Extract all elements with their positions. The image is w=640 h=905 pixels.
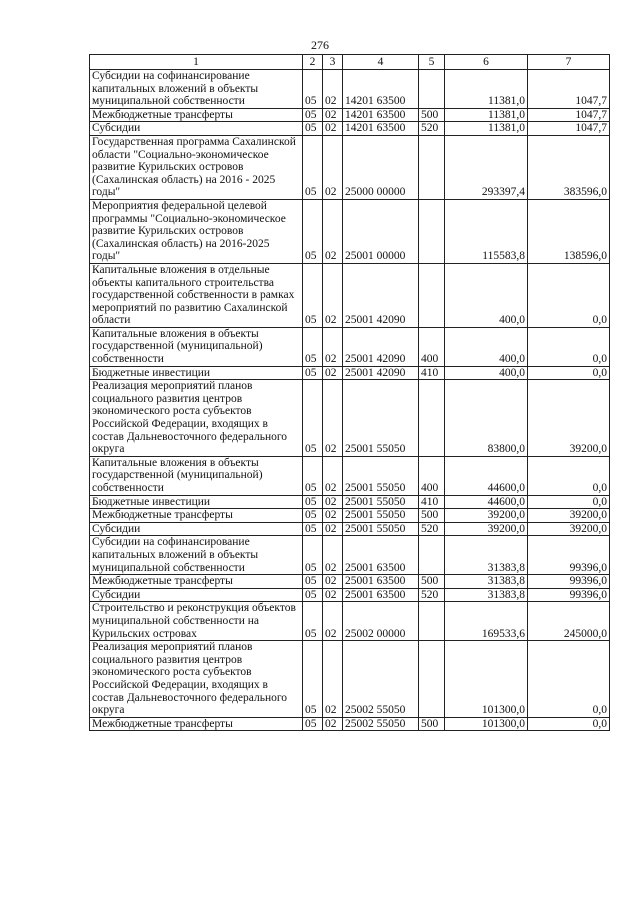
amount-col-6: 39200,0 bbox=[445, 522, 528, 536]
amount-col-7: 99396,0 bbox=[528, 536, 610, 575]
row-name: Строительство и реконструкция объектов муниципальной собственности на Курильских островах bbox=[90, 602, 303, 641]
expense-type-code: 500 bbox=[419, 509, 445, 523]
section-code: 05 bbox=[303, 380, 323, 457]
amount-col-7: 0,0 bbox=[528, 717, 610, 731]
section-code: 05 bbox=[303, 588, 323, 602]
amount-col-6: 39200,0 bbox=[445, 509, 528, 523]
subsection-code: 02 bbox=[323, 536, 343, 575]
amount-col-6: 11381,0 bbox=[445, 122, 528, 136]
expense-type-code bbox=[419, 641, 445, 718]
target-article-code: 14201 63500 bbox=[343, 122, 419, 136]
section-code: 05 bbox=[303, 108, 323, 122]
subsection-code: 02 bbox=[323, 380, 343, 457]
section-code: 05 bbox=[303, 122, 323, 136]
table-row bbox=[90, 135, 610, 199]
amount-col-6: 44600,0 bbox=[445, 456, 528, 495]
subsection-code: 02 bbox=[323, 70, 343, 109]
section-code: 05 bbox=[303, 135, 323, 199]
table-row bbox=[90, 588, 610, 602]
amount-col-6: 400,0 bbox=[445, 263, 528, 327]
row-name: Межбюджетные трансферты bbox=[90, 108, 303, 122]
section-code: 05 bbox=[303, 199, 323, 263]
row-name: Бюджетные инвестиции bbox=[90, 495, 303, 509]
expense-type-code bbox=[419, 263, 445, 327]
amount-col-7: 0,0 bbox=[528, 495, 610, 509]
row-name: Капитальные вложения в отдельные объекты капитального строительства государственной собственности в рамках мероприятий по развитию Сахалинской области bbox=[90, 263, 303, 327]
target-article-code: 14201 63500 bbox=[343, 108, 419, 122]
table-row bbox=[90, 495, 610, 509]
row-name: Реализация мероприятий планов социального развития центров экономического роста субъектов Российской Федерации, входящих в состав Дальневосточного федерального округа bbox=[90, 380, 303, 457]
expense-type-code: 500 bbox=[419, 717, 445, 731]
column-header: 7 bbox=[528, 55, 610, 70]
section-code: 05 bbox=[303, 536, 323, 575]
budget-table bbox=[89, 54, 610, 731]
table-row bbox=[90, 70, 610, 109]
column-header: 5 bbox=[419, 55, 445, 70]
expense-type-code bbox=[419, 70, 445, 109]
row-name: Межбюджетные трансферты bbox=[90, 509, 303, 523]
amount-col-6: 31383,8 bbox=[445, 588, 528, 602]
expense-type-code: 520 bbox=[419, 588, 445, 602]
page-number: 276 bbox=[311, 38, 329, 52]
subsection-code: 02 bbox=[323, 522, 343, 536]
section-code: 05 bbox=[303, 366, 323, 380]
table-row bbox=[90, 536, 610, 575]
target-article-code: 25001 55050 bbox=[343, 522, 419, 536]
subsection-code: 02 bbox=[323, 135, 343, 199]
target-article-code: 25001 55050 bbox=[343, 456, 419, 495]
target-article-code: 25002 55050 bbox=[343, 717, 419, 731]
target-article-code: 25000 00000 bbox=[343, 135, 419, 199]
expense-type-code bbox=[419, 135, 445, 199]
target-article-code: 25001 55050 bbox=[343, 495, 419, 509]
row-name: Капитальные вложения в объекты государственной (муниципальной) собственности bbox=[90, 327, 303, 366]
row-name: Субсидии на софинансирование капитальных вложений в объекты муниципальной собственности bbox=[90, 70, 303, 109]
target-article-code: 14201 63500 bbox=[343, 70, 419, 109]
amount-col-6: 31383,8 bbox=[445, 575, 528, 589]
amount-col-7: 1047,7 bbox=[528, 108, 610, 122]
table-row bbox=[90, 263, 610, 327]
amount-col-6: 293397,4 bbox=[445, 135, 528, 199]
row-name: Субсидии на софинансирование капитальных вложений в объекты муниципальной собственности bbox=[90, 536, 303, 575]
amount-col-6: 31383,8 bbox=[445, 536, 528, 575]
target-article-code: 25001 42090 bbox=[343, 263, 419, 327]
target-article-code: 25002 55050 bbox=[343, 641, 419, 718]
table-row bbox=[90, 602, 610, 641]
amount-col-7: 1047,7 bbox=[528, 122, 610, 136]
row-name: Реализация мероприятий планов социального развития центров экономического роста субъектов Российской Федерации, входящих в состав Дальневосточного федерального округа bbox=[90, 641, 303, 718]
column-header: 3 bbox=[323, 55, 343, 70]
table-row bbox=[90, 509, 610, 523]
amount-col-6: 400,0 bbox=[445, 327, 528, 366]
amount-col-7: 245000,0 bbox=[528, 602, 610, 641]
table-row bbox=[90, 575, 610, 589]
amount-col-7: 138596,0 bbox=[528, 199, 610, 263]
expense-type-code bbox=[419, 199, 445, 263]
expense-type-code bbox=[419, 602, 445, 641]
table-row bbox=[90, 522, 610, 536]
subsection-code: 02 bbox=[323, 122, 343, 136]
table-row bbox=[90, 199, 610, 263]
amount-col-6: 11381,0 bbox=[445, 70, 528, 109]
subsection-code: 02 bbox=[323, 717, 343, 731]
expense-type-code bbox=[419, 536, 445, 575]
expense-type-code bbox=[419, 380, 445, 457]
section-code: 05 bbox=[303, 70, 323, 109]
section-code: 05 bbox=[303, 717, 323, 731]
table-row bbox=[90, 366, 610, 380]
row-name: Субсидии bbox=[90, 122, 303, 136]
amount-col-6: 83800,0 bbox=[445, 380, 528, 457]
target-article-code: 25001 00000 bbox=[343, 199, 419, 263]
target-article-code: 25001 55050 bbox=[343, 380, 419, 457]
row-name: Бюджетные инвестиции bbox=[90, 366, 303, 380]
amount-col-7: 0,0 bbox=[528, 366, 610, 380]
section-code: 05 bbox=[303, 575, 323, 589]
subsection-code: 02 bbox=[323, 263, 343, 327]
amount-col-6: 101300,0 bbox=[445, 641, 528, 718]
table-body bbox=[90, 70, 610, 731]
amount-col-7: 0,0 bbox=[528, 456, 610, 495]
section-code: 05 bbox=[303, 509, 323, 523]
section-code: 05 bbox=[303, 327, 323, 366]
amount-col-6: 169533,6 bbox=[445, 602, 528, 641]
amount-col-7: 1047,7 bbox=[528, 70, 610, 109]
subsection-code: 02 bbox=[323, 602, 343, 641]
table-row bbox=[90, 456, 610, 495]
expense-type-code: 500 bbox=[419, 575, 445, 589]
amount-col-7: 39200,0 bbox=[528, 522, 610, 536]
section-code: 05 bbox=[303, 602, 323, 641]
expense-type-code: 400 bbox=[419, 456, 445, 495]
subsection-code: 02 bbox=[323, 641, 343, 718]
table-row bbox=[90, 380, 610, 457]
section-code: 05 bbox=[303, 263, 323, 327]
expense-type-code: 520 bbox=[419, 522, 445, 536]
column-header: 1 bbox=[90, 55, 303, 70]
header-row bbox=[90, 55, 610, 70]
section-code: 05 bbox=[303, 641, 323, 718]
expense-type-code: 400 bbox=[419, 327, 445, 366]
amount-col-7: 0,0 bbox=[528, 263, 610, 327]
amount-col-6: 11381,0 bbox=[445, 108, 528, 122]
target-article-code: 25001 42090 bbox=[343, 366, 419, 380]
subsection-code: 02 bbox=[323, 366, 343, 380]
target-article-code: 25001 63500 bbox=[343, 588, 419, 602]
column-header: 6 bbox=[445, 55, 528, 70]
amount-col-6: 400,0 bbox=[445, 366, 528, 380]
amount-col-6: 101300,0 bbox=[445, 717, 528, 731]
amount-col-7: 383596,0 bbox=[528, 135, 610, 199]
subsection-code: 02 bbox=[323, 495, 343, 509]
subsection-code: 02 bbox=[323, 509, 343, 523]
amount-col-7: 39200,0 bbox=[528, 380, 610, 457]
table-row bbox=[90, 122, 610, 136]
target-article-code: 25001 63500 bbox=[343, 575, 419, 589]
row-name: Мероприятия федеральной целевой программы "Социально-экономическое развитие Курильских островов (Сахалинская область) на 2016-2025 годы" bbox=[90, 199, 303, 263]
subsection-code: 02 bbox=[323, 199, 343, 263]
table-row bbox=[90, 108, 610, 122]
subsection-code: 02 bbox=[323, 588, 343, 602]
target-article-code: 25001 42090 bbox=[343, 327, 419, 366]
section-code: 05 bbox=[303, 456, 323, 495]
target-article-code: 25002 00000 bbox=[343, 602, 419, 641]
target-article-code: 25001 55050 bbox=[343, 509, 419, 523]
expense-type-code: 410 bbox=[419, 366, 445, 380]
amount-col-7: 99396,0 bbox=[528, 575, 610, 589]
amount-col-6: 44600,0 bbox=[445, 495, 528, 509]
row-name: Капитальные вложения в объекты государственной (муниципальной) собственности bbox=[90, 456, 303, 495]
amount-col-7: 99396,0 bbox=[528, 588, 610, 602]
row-name: Межбюджетные трансферты bbox=[90, 575, 303, 589]
table-row bbox=[90, 327, 610, 366]
amount-col-6: 115583,8 bbox=[445, 199, 528, 263]
expense-type-code: 500 bbox=[419, 108, 445, 122]
expense-type-code: 410 bbox=[419, 495, 445, 509]
row-name: Субсидии bbox=[90, 522, 303, 536]
amount-col-7: 0,0 bbox=[528, 641, 610, 718]
table-row bbox=[90, 717, 610, 731]
row-name: Государственная программа Сахалинской области "Социально-экономическое развитие Курильских островов (Сахалинская область) на 2016 - 2025 годы" bbox=[90, 135, 303, 199]
subsection-code: 02 bbox=[323, 327, 343, 366]
amount-col-7: 39200,0 bbox=[528, 509, 610, 523]
subsection-code: 02 bbox=[323, 456, 343, 495]
row-name: Межбюджетные трансферты bbox=[90, 717, 303, 731]
section-code: 05 bbox=[303, 522, 323, 536]
expense-type-code: 520 bbox=[419, 122, 445, 136]
section-code: 05 bbox=[303, 495, 323, 509]
table-row bbox=[90, 641, 610, 718]
target-article-code: 25001 63500 bbox=[343, 536, 419, 575]
subsection-code: 02 bbox=[323, 108, 343, 122]
column-header: 4 bbox=[343, 55, 419, 70]
amount-col-7: 0,0 bbox=[528, 327, 610, 366]
column-header: 2 bbox=[303, 55, 323, 70]
subsection-code: 02 bbox=[323, 575, 343, 589]
row-name: Субсидии bbox=[90, 588, 303, 602]
